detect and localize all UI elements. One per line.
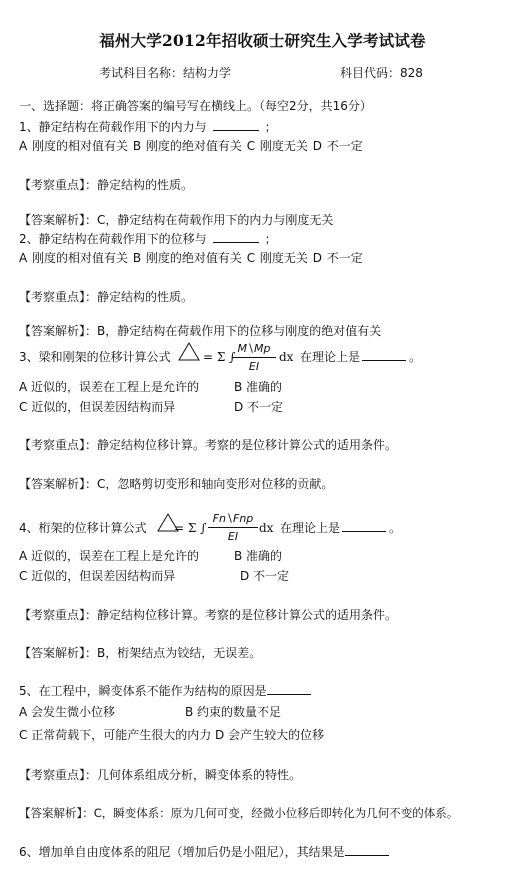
question-5-option-b: B 约束的数量不足 [185,705,282,719]
question-4-option-b: B 准确的 [234,549,283,563]
formula-dx: dx [259,521,274,535]
question-3-tail-text: 在理论上是 [300,350,361,364]
question-6-stem [19,845,389,859]
question-6-text: 6、增加单自由度体系的阻尼（增加后仍是小阻尼），其结果是 [19,845,345,859]
formula-dx: dx [279,350,294,364]
fraction-bar [208,527,258,528]
answer-blank [213,232,259,243]
question-4-tail-text: 在理论上是 [280,521,341,535]
question-4-focus: 【考察重点】：静定结构位移计算。考察的是位移计算公式的适用条件。 [19,608,398,622]
question-4-option-d: D 不一定 [240,569,290,583]
question-4-answer: 【答案解析】：B，桁架结点为铰结，无误差。 [19,646,262,660]
question-3-focus: 【考察重点】：静定结构位移计算。考察的是位移计算公式的适用条件。 [19,438,398,452]
fraction-bar [232,357,276,358]
formula-denominator: EI [227,530,239,543]
question-2-end: ； [264,232,277,246]
question-2-text: 2、静定结构在荷载作用下的位移与 [19,232,207,246]
answer-blank [362,350,406,361]
question-1-options: A 刚度的相对值有关 B 刚度的绝对值有关 C 刚度无关 D 不一定 [19,139,363,153]
section-heading: 一、选择题：将正确答案的编号写在横线上。（每空2分，共16分） [19,99,372,113]
question-3-tail [300,350,421,364]
question-4-tail [280,521,401,535]
question-1-stem [19,120,277,134]
question-1-focus: 【考察重点】：静定结构的性质。 [19,178,194,192]
answer-blank [267,684,311,695]
subject-name: 考试科目名称：结构力学 [99,66,232,80]
answer-blank [213,120,259,131]
question-1-end: ； [264,120,277,134]
exam-title: 福州大学2012年招收硕士研究生入学考试试卷 [99,31,426,50]
question-3-end: 。 [409,350,422,364]
question-3-answer: 【答案解析】：C，忽略剪切变形和轴向变形对位移的贡献。 [19,477,334,491]
question-5-text: 5、在工程中，瞬变体系不能作为结构的原因是 [19,684,267,698]
formula-numerator: Fn∖Fnp [212,512,254,525]
question-4-option-c: C 近似的，但误差因结构而异 [19,569,176,583]
question-1-answer: 【答案解析】：C，静定结构在荷载作用下的内力与刚度无关 [19,213,334,227]
question-3-option-a: A 近似的，误差在工程上是允许的 [19,380,200,394]
question-3-option-d: D 不一定 [234,400,284,414]
delta-icon [178,342,200,362]
question-5-option-cd: C 正常荷载下，可能产生很大的内力 D 会产生较大的位移 [19,728,325,742]
question-1-text: 1、静定结构在荷载作用下的内力与 [19,120,207,134]
question-2-stem [19,232,277,246]
question-4-option-a: A 近似的，误差在工程上是允许的 [19,549,200,563]
formula-denominator: EI [248,360,260,373]
question-5-option-a: A 会发生微小位移 [19,705,116,719]
question-4-stem: 4、桁架的位移计算公式 [19,521,147,535]
formula-sum-integral: = Σ ∫ [174,521,207,535]
answer-blank [342,521,386,532]
question-3-option-c: C 近似的，但误差因结构而异 [19,400,176,414]
question-5-stem [19,684,311,698]
question-5-focus: 【考察重点】：几何体系组成分析，瞬变体系的特性。 [19,768,302,782]
question-3-stem: 3、梁和刚架的位移计算公式 [19,350,171,364]
subject-code: 科目代码：828 [340,66,423,80]
formula-sum-integral: = Σ ∫ [203,350,236,364]
answer-blank [345,845,389,856]
question-3-option-b: B 准确的 [234,380,283,394]
question-5-answer: 【答案解析】：C，瞬变体系：原为几何可变，经微小位移后即转化为几何不变的体系。 [19,806,459,820]
question-2-answer: 【答案解析】：B，静定结构在荷载作用下的位移与刚度的绝对值有关 [19,324,382,338]
question-2-focus: 【考察重点】：静定结构的性质。 [19,290,194,304]
formula-numerator: M∖Mp [237,342,271,355]
question-2-options: A 刚度的相对值有关 B 刚度的绝对值有关 C 刚度无关 D 不一定 [19,251,363,265]
question-4-end: 。 [389,521,402,535]
